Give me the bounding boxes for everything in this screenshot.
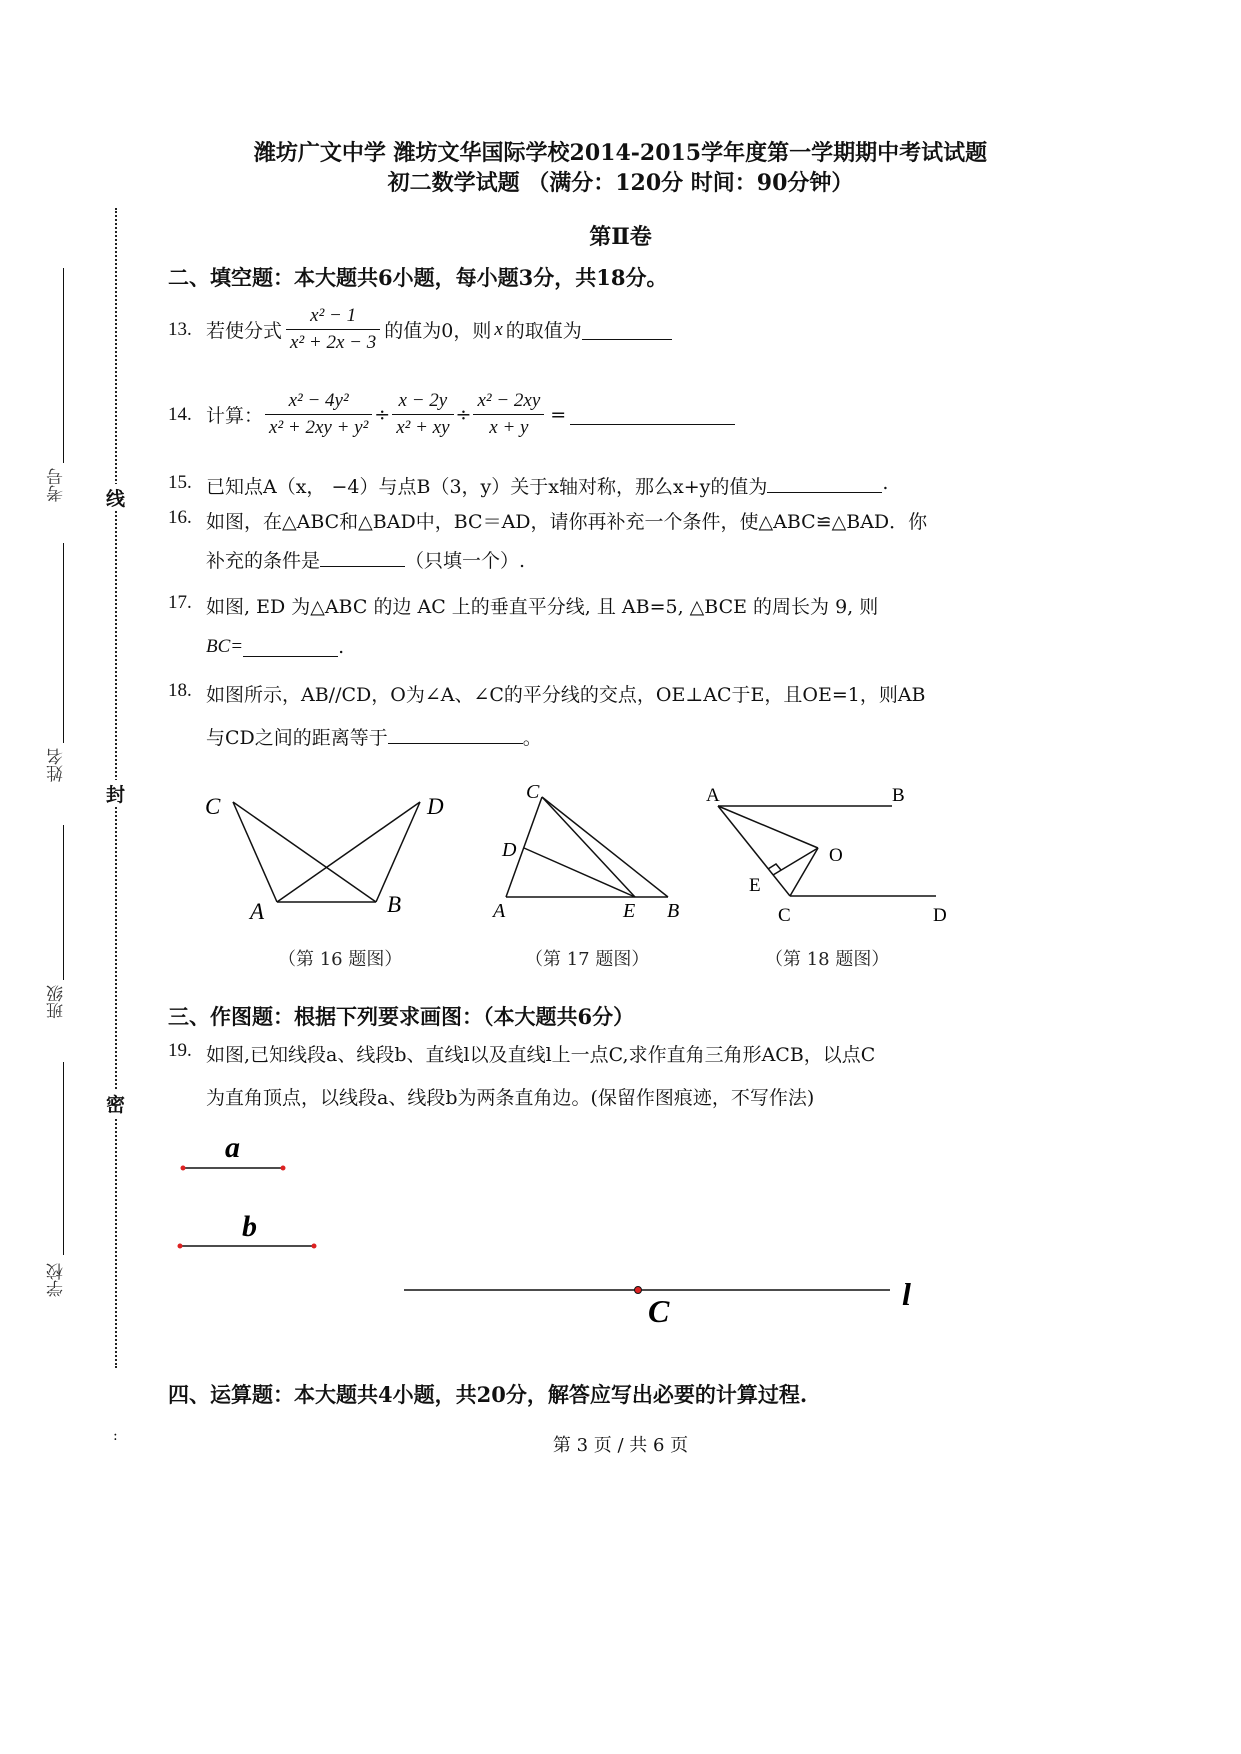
q19-number: 19. <box>168 1040 192 1061</box>
seal-char-line: 线 <box>106 484 125 511</box>
binding-dots: : <box>113 1428 118 1444</box>
q17-line2-pre: BC= <box>206 636 244 657</box>
q13-text-post: 的取值为 <box>505 320 582 342</box>
figure-18 <box>700 780 960 930</box>
figure-16 <box>195 780 465 930</box>
seal-char-seal: 封 <box>106 780 125 807</box>
q14-fraction-3 <box>473 390 544 439</box>
fig18-label-C: C <box>778 905 791 926</box>
figure-17 <box>490 775 690 925</box>
question-18-line2 <box>206 723 542 750</box>
q14-number: 14. <box>168 403 192 425</box>
q15-text: 已知点A（x， −4）与点B（3，y）关于x轴对称，那么x+y的值为 <box>206 476 768 498</box>
fig17-segment-CE <box>542 797 635 897</box>
fig16-label-B: B <box>387 892 402 917</box>
fig17-segment-CB <box>542 797 668 897</box>
section3-heading: 三、作图题：根据下列要求画图：（本大题共6分） <box>168 1004 635 1029</box>
fig17-label-A: A <box>493 900 506 922</box>
segment-b-endpoint-1 <box>178 1244 183 1249</box>
fig18-right-angle-mark <box>768 864 781 870</box>
fig16-label-C: C <box>205 794 221 819</box>
q18-number: 18. <box>168 680 192 701</box>
fig17-caption: （第 17 题图） <box>525 949 650 970</box>
section4-heading: 四、运算题：本大题共4小题，共20分，解答应写出必要的计算过程. <box>168 1382 808 1407</box>
q13-answer-blank[interactable] <box>582 319 672 340</box>
q14-divide-1: ÷ <box>374 403 391 426</box>
q13-text-mid: 的值为0，则 <box>384 320 492 342</box>
q16-line1: 如图，在△ABC和△BAD中，BC＝AD，请你再补充一个条件，使△ABC≌△BAD．你 <box>206 511 928 533</box>
q14-fraction-2 <box>392 390 453 439</box>
name-label: 姓名 <box>47 748 67 782</box>
q17-line2-post: . <box>338 636 345 658</box>
section2-heading: 二、填空题：本大题共6小题，每小题3分，共18分。 <box>168 265 668 290</box>
q15-number: 15. <box>168 472 192 493</box>
class-line <box>63 825 64 980</box>
fig17-label-B: B <box>667 900 680 922</box>
fig18-label-D: D <box>933 905 947 926</box>
question-18 <box>168 680 926 707</box>
q13-denominator: x² + 2x − 3 <box>290 332 377 353</box>
seal-char-secret: 密 <box>106 1090 125 1117</box>
fig18-label-B: B <box>892 785 905 806</box>
q18-line2-post: 。 <box>522 727 542 749</box>
q14-answer-blank[interactable] <box>570 404 735 425</box>
exam-title: 潍坊广文中学 潍坊文华国际学校2014-2015学年度第一学期期中考试试题 <box>253 140 988 166</box>
segment-b-endpoint-2 <box>312 1244 317 1249</box>
fig18-segment-CO <box>790 848 818 896</box>
q19-construction-drawing <box>160 1125 950 1335</box>
point-C-label: C <box>648 1293 670 1329</box>
fig17-label-E: E <box>623 900 636 922</box>
point-C <box>635 1287 642 1294</box>
q17-line1: 如图, ED 为△ABC 的边 AC 上的垂直平分线, 且 AB=5, △BCE 的周长为 9, 则 <box>206 596 879 618</box>
q14-f1-numerator: x² − 4y² <box>265 390 372 415</box>
q13-var: x <box>494 318 503 340</box>
q13-number: 13. <box>168 318 192 340</box>
exam-subtitle: 初二数学试题 （满分：120分 时间：90分钟） <box>387 170 854 196</box>
fig18-segment-OE <box>773 848 818 875</box>
fig18-label-E: E <box>749 875 761 896</box>
q15-answer-blank[interactable] <box>767 472 882 493</box>
question-14 <box>168 390 735 439</box>
q19-line2: 为直角顶点，以线段a、线段b为两条直角边。(保留作图痕迹，不写作法) <box>206 1087 815 1109</box>
question-16-line2 <box>206 546 525 573</box>
q18-answer-blank[interactable] <box>388 723 523 744</box>
fig18-caption: （第 18 题图） <box>765 949 890 970</box>
q16-answer-blank[interactable] <box>320 546 405 567</box>
segment-a-endpoint-1 <box>181 1166 186 1171</box>
q19-line1: 如图,已知线段a、线段b、直线l以及直线l上一点C,求作直角三角形ACB，以点C <box>206 1044 876 1066</box>
exam-no-line <box>63 268 64 463</box>
q16-line2-pre: 补充的条件是 <box>206 550 321 572</box>
q14-f2-denominator: x² + xy <box>396 417 450 438</box>
q18-line1: 如图所示，AB//CD，O为∠A、∠C的平分线的交点，OE⊥AC于E，且OE=1，则AB <box>206 684 926 706</box>
q16-number: 16. <box>168 507 192 528</box>
fig18-label-A: A <box>706 785 720 806</box>
school-label: 学校 <box>47 1263 67 1297</box>
q14-divide-2: ÷ <box>455 403 472 426</box>
question-13 <box>168 305 672 354</box>
q14-f1-denominator: x² + 2xy + y² <box>269 417 369 438</box>
exam-no-label: 考号 <box>47 468 67 502</box>
q15-end: . <box>882 472 889 494</box>
fig17-label-D: D <box>502 839 517 861</box>
q14-f3-numerator: x² − 2xy <box>473 390 544 415</box>
fig17-segment-DE <box>524 848 635 897</box>
line-l-label: l <box>902 1276 911 1312</box>
question-17-line2 <box>206 636 344 658</box>
q14-fraction-1 <box>265 390 372 439</box>
fig18-segment-AO <box>718 806 818 848</box>
q14-f3-denominator: x + y <box>489 417 529 438</box>
segment-a-endpoint-2 <box>281 1166 286 1171</box>
question-19 <box>168 1040 875 1067</box>
segment-a-label: a <box>225 1131 240 1164</box>
class-label: 班级 <box>47 985 67 1019</box>
page-footer: 第 3 页 / 共 6 页 <box>552 1435 689 1456</box>
q13-fraction <box>286 305 380 354</box>
q16-line2-post: （只填一个）. <box>405 550 526 572</box>
fig16-label-A: A <box>250 899 265 924</box>
q17-answer-blank[interactable] <box>243 636 338 657</box>
q13-text-pre: 若使分式 <box>206 320 283 342</box>
q18-line2-pre: 与CD之间的距离等于 <box>206 727 388 749</box>
fig16-caption: （第 16 题图） <box>278 949 403 970</box>
q13-numerator: x² − 1 <box>286 305 380 330</box>
question-16 <box>168 507 927 534</box>
fig18-label-O: O <box>829 845 843 866</box>
fig16-label-D: D <box>427 794 444 819</box>
question-17 <box>168 592 878 619</box>
q14-f2-numerator: x − 2y <box>392 390 453 415</box>
segment-b-label: b <box>242 1210 257 1243</box>
q14-equals: = <box>550 403 567 426</box>
name-line <box>63 543 64 743</box>
q14-text-pre: 计算： <box>206 405 264 427</box>
volume-label: 第Ⅱ卷 <box>589 224 652 250</box>
q17-number: 17. <box>168 592 192 613</box>
fig17-label-C: C <box>526 781 540 803</box>
school-line <box>63 1062 64 1255</box>
question-15 <box>168 472 888 499</box>
